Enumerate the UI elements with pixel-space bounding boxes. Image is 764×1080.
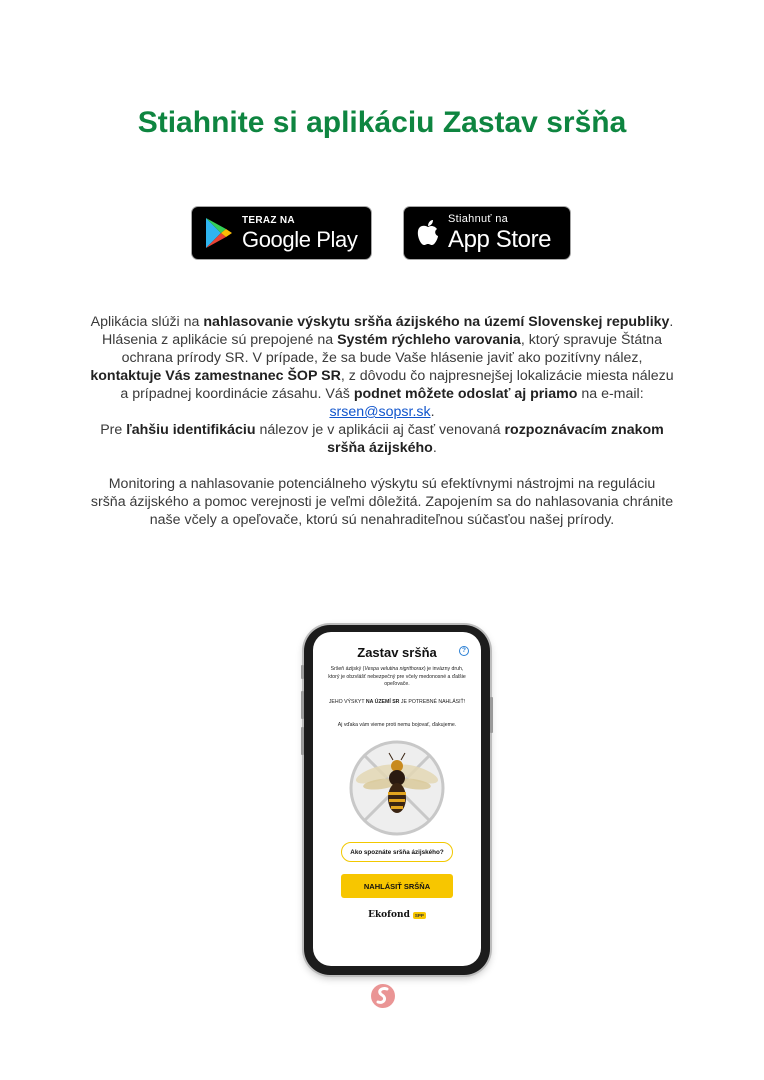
identify-hornet-button[interactable]: Ako spoznáte sršňa ázijského? xyxy=(341,842,453,862)
body-text xyxy=(90,313,674,529)
hornet-illustration xyxy=(347,738,447,838)
bold-fragment: nahlasovanie výskytu sršňa ázijského na území Slovenskej republiky xyxy=(203,314,670,330)
paragraph-identification xyxy=(100,422,664,456)
phone-screen xyxy=(313,632,481,966)
page-title: Stiahnite si aplikáciu Zastav sršňa xyxy=(137,106,627,139)
app-footer xyxy=(313,910,481,920)
phone-side-button xyxy=(301,727,304,755)
spp-badge: SPP xyxy=(414,912,424,918)
app-warning xyxy=(327,699,467,707)
text-fragment: . xyxy=(430,404,435,420)
text-fragment: , z dôvodu čo najpresnejšej lokalizácie miesta nálezu a prípadnej koordinácie zásahu. Váš xyxy=(120,368,674,402)
text-fragment: Hlásenia z aplikácie sú prepojené na xyxy=(102,332,338,348)
text-fragment: JE POTREBNÉ NAHLÁSIŤ! xyxy=(399,699,466,705)
app-store-small-label: Stiahnuť na xyxy=(448,213,509,225)
text-fragment: . xyxy=(432,440,437,456)
app-store-label: App Store xyxy=(448,226,552,253)
apple-icon xyxy=(416,219,440,247)
app-store-badge[interactable] xyxy=(403,206,571,260)
email-link[interactable]: srsen@sopsr.sk xyxy=(329,404,431,420)
bold-fragment: rozpoznávacím znakom sršňa ázijského xyxy=(327,422,664,456)
text-fragment: JEHO VÝSKYT xyxy=(328,699,366,705)
paragraph-reporting xyxy=(90,332,673,420)
phone-mockup xyxy=(304,625,490,975)
google-play-small-label: TERAZ NA xyxy=(242,214,295,226)
bold-fragment: NA ÚZEMÍ SR xyxy=(365,699,400,705)
app-thanks: Aj vďaka vám vieme proti nemu bojovať, ďakujeme. xyxy=(337,722,457,728)
app-description xyxy=(327,666,467,689)
paragraph-monitoring: Monitoring a nahlasovanie potenciálneho výskytu sú efektívnymi nástrojmi na reguláciu sršňa ázijského a pomoc verejnosti je veľmi dôležitá. Zapojením sa do nahlasovania chránite naše včely a opeľovače, ktorú sú nenahraditeľnou súčasťou našej prírody. xyxy=(90,476,674,528)
text-fragment: nálezov je v aplikácii aj časť venovaná xyxy=(255,422,505,438)
paragraph-purpose xyxy=(91,314,674,330)
help-icon[interactable]: ? xyxy=(459,646,469,656)
bold-fragment: podnet môžete odoslať aj priamo xyxy=(353,386,578,402)
google-play-label: Google Play xyxy=(242,226,358,252)
bold-fragment: kontaktuje Vás zamestnanec ŠOP SR xyxy=(90,368,341,384)
bold-fragment: ľahšiu identifikáciu xyxy=(126,422,256,438)
phone-side-button xyxy=(490,697,493,733)
phone-side-button xyxy=(301,665,304,679)
text-fragment: . xyxy=(669,314,674,330)
text-fragment: na e-mail: xyxy=(577,386,644,402)
google-play-icon xyxy=(204,217,234,249)
text-fragment: , ktorý spravuje Štátna ochrana prírody SR. V prípade, že sa bude Vaše hlásenie javiť ako pozitívny nález, xyxy=(121,332,662,366)
bold-fragment: Systém rýchleho varovania xyxy=(337,332,521,348)
ekofond-logo: Ekofond xyxy=(368,910,410,920)
text-fragment: Sršeň ázijský ( xyxy=(330,666,365,672)
app-title: Zastav sršňa xyxy=(357,645,437,660)
species-name: Vespa velutina nigrithorax xyxy=(364,666,424,672)
text-fragment: Pre xyxy=(100,422,127,438)
text-fragment: Aplikácia slúži na xyxy=(90,314,204,330)
phone-side-button xyxy=(301,691,304,719)
sopsr-logo-icon xyxy=(370,982,396,1010)
google-play-badge[interactable] xyxy=(191,206,372,260)
report-hornet-button[interactable]: NAHLÁSIŤ SRŠŇA xyxy=(341,874,453,898)
text-fragment: ) je invázny druh, ktorý je obzvlášť nebezpečný pre včely medonosné a ďalšie opeľovače. xyxy=(328,666,466,688)
